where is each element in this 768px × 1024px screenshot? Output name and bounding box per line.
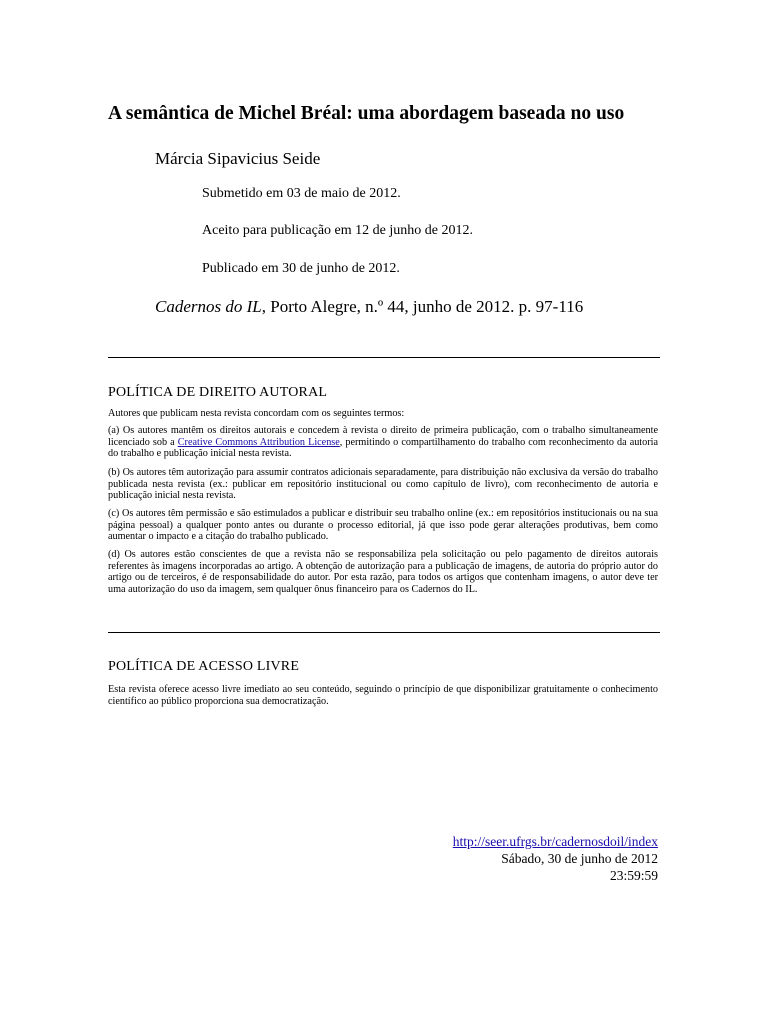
item-a-text-start: (a) Os autores mantêm os direitos autorais e concedem à revista o direito de primeira publicação, com o trabalho simultaneamente licenciado sob a: [108, 425, 658, 448]
copyright-heading: POLÍTICA DE DIREITO AUTORAL: [108, 385, 328, 400]
footer-time: 23:59:59: [609, 868, 658, 883]
item-a-text-end: , permitindo o compartilhamento do trabalho com reconhecimento da autoria do trabalho e publicação inicial nesta revista.: [108, 436, 658, 459]
journal-name: Cadernos do IL: [155, 297, 262, 316]
footer-date: Sábado, 30 de junho de 2012: [501, 851, 658, 866]
divider-top: [108, 357, 660, 358]
copyright-item-c: (c) Os autores têm permissão e são estimulados a publicar e distribuir seu trabalho online (ex.: em repositórios institucionais ou na sua página pessoal) a qualquer ponto antes ou durante o processo editorial, já que isso pode gerar alterações produtivas, bem como aumentar o impacto e a citação do trabalho publicado.: [108, 508, 658, 542]
journal-url-link[interactable]: http://seer.ufrgs.br/cadernosdoil/index: [452, 834, 658, 849]
author-name: Márcia Sipavicius Seide: [155, 149, 321, 168]
divider-middle: [108, 632, 660, 633]
copyright-item-d: (d) Os autores estão conscientes de que a revista não se responsabiliza pela solicitação ou pelo pagamento de direitos autorais referentes às imagens incorporadas ao artigo. A obtenção de autorização para a publicação de imagens, de autoria do próprio autor do artigo ou de terceiros, é de responsabilidade do autor. Por esta razão, para todos os artigos que contenham imagens, o autor deve ter uma autorização do uso da imagem, sem qualquer ônus financeiro para os Cadernos do IL.: [108, 549, 658, 595]
submitted-date: Submetido em 03 de maio de 2012.: [202, 186, 401, 201]
accepted-date: Aceito para publicação em 12 de junho de 2012.: [202, 223, 473, 238]
copyright-item-b: (b) Os autores têm autorização para assumir contratos adicionais separadamente, para distribuição não exclusiva da versão do trabalho publicada nesta revista (ex.: publicar em repositório institucional ou como capítulo de livro), com reconhecimento de autoria e publicação inicial nesta revista.: [108, 467, 658, 501]
copyright-intro: Autores que publicam nesta revista concordam com os seguintes termos:: [108, 408, 405, 419]
open-access-heading: POLÍTICA DE ACESSO LIVRE: [108, 659, 300, 674]
published-date: Publicado em 30 de junho de 2012.: [202, 261, 400, 276]
open-access-text: Esta revista oferece acesso livre imediato ao seu conteúdo, seguindo o princípio de que disponibilizar gratuitamente o conhecimento científico ao público proporciona sua democratização.: [108, 684, 658, 707]
citation-details: , Porto Alegre, n.º 44, junho de 2012. p. 97-116: [261, 297, 584, 316]
creative-commons-link[interactable]: Creative Commons Attribution License: [177, 436, 340, 448]
journal-citation: [155, 297, 583, 317]
copyright-item-a: [108, 425, 658, 460]
article-title: A semântica de Michel Bréal: uma abordagem baseada no uso: [108, 103, 625, 124]
